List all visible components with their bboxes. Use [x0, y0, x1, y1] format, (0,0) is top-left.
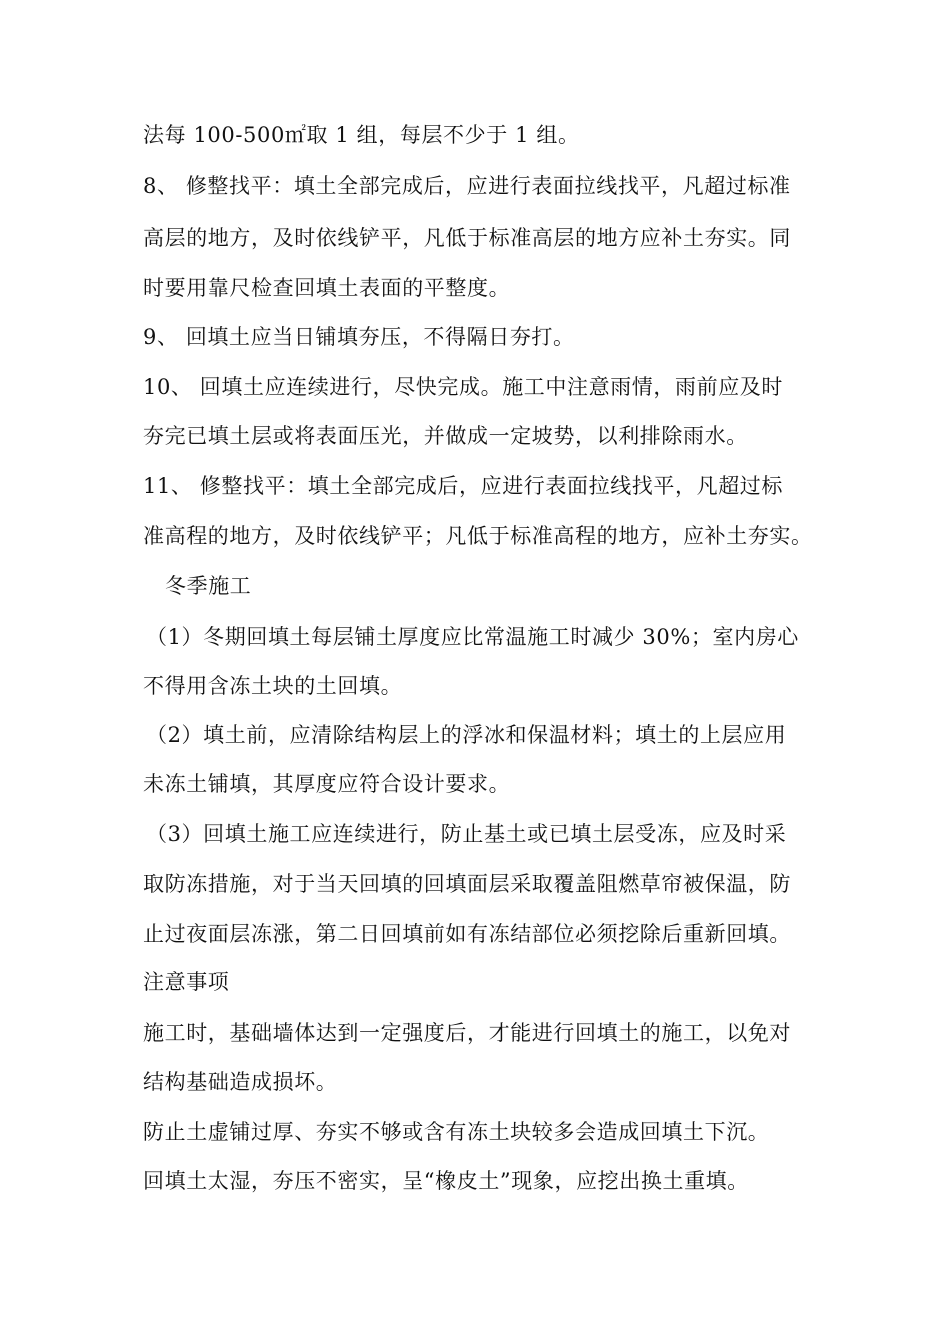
text-line: 未冻土铺填，其厚度应符合设计要求。 — [143, 772, 511, 796]
text-line: 准高程的地方，及时依线铲平；凡低于标准高程的地方，应补土夯实。 — [143, 524, 813, 548]
list-item-2: （2）填土前，应清除结构层上的浮冰和保温材料；填土的上层应用 — [146, 723, 787, 747]
text-line: 法每 100-500㎡取 1 组，每层不少于 1 组。 — [143, 123, 580, 147]
list-item-3: （3）回填土施工应连续进行，防止基土或已填土层受冻，应及时采 — [146, 822, 787, 846]
text-line: 取防冻措施，对于当天回填的回填面层采取覆盖阻燃草帘被保温，防 — [143, 872, 791, 896]
section-heading-winter: 冬季施工 — [165, 574, 252, 598]
text-line: 防止土虚铺过厚、夯实不够或含有冻土块较多会造成回填土下沉。 — [143, 1120, 770, 1144]
list-item-1: （1）冬期回填土每层铺土厚度应比常温施工时减少 30%；室内房心 — [146, 625, 799, 649]
text-line: 夯完已填土层或将表面压光，并做成一定坡势，以利排除雨水。 — [143, 424, 748, 448]
text-line: 回填土太湿，夯压不密实，呈“橡皮土”现象，应挖出换土重填。 — [143, 1169, 749, 1193]
text-line: 不得用含冻土块的土回填。 — [143, 674, 403, 698]
list-item-9: 9、 回填土应当日铺填夯压，不得隔日夯打。 — [143, 325, 575, 349]
list-item-8: 8、 修整找平：填土全部完成后，应进行表面拉线找平，凡超过标准 — [143, 174, 791, 198]
list-item-10: 10、 回填土应连续进行，尽快完成。施工中注意雨情，雨前应及时 — [143, 375, 783, 399]
text-line: 高层的地方，及时依线铲平，凡低于标准高层的地方应补土夯实。同 — [143, 226, 791, 250]
list-item-11: 11、 修整找平：填土全部完成后，应进行表面拉线找平，凡超过标 — [143, 474, 783, 498]
text-line: 施工时，基础墙体达到一定强度后，才能进行回填土的施工，以免对 — [143, 1021, 791, 1045]
text-line: 时要用靠尺检查回填土表面的平整度。 — [143, 276, 511, 300]
section-heading-notes: 注意事项 — [143, 970, 230, 994]
text-line: 止过夜面层冻涨，第二日回填前如有冻结部位必须挖除后重新回填。 — [143, 922, 791, 946]
text-line: 结构基础造成损坏。 — [143, 1070, 338, 1094]
